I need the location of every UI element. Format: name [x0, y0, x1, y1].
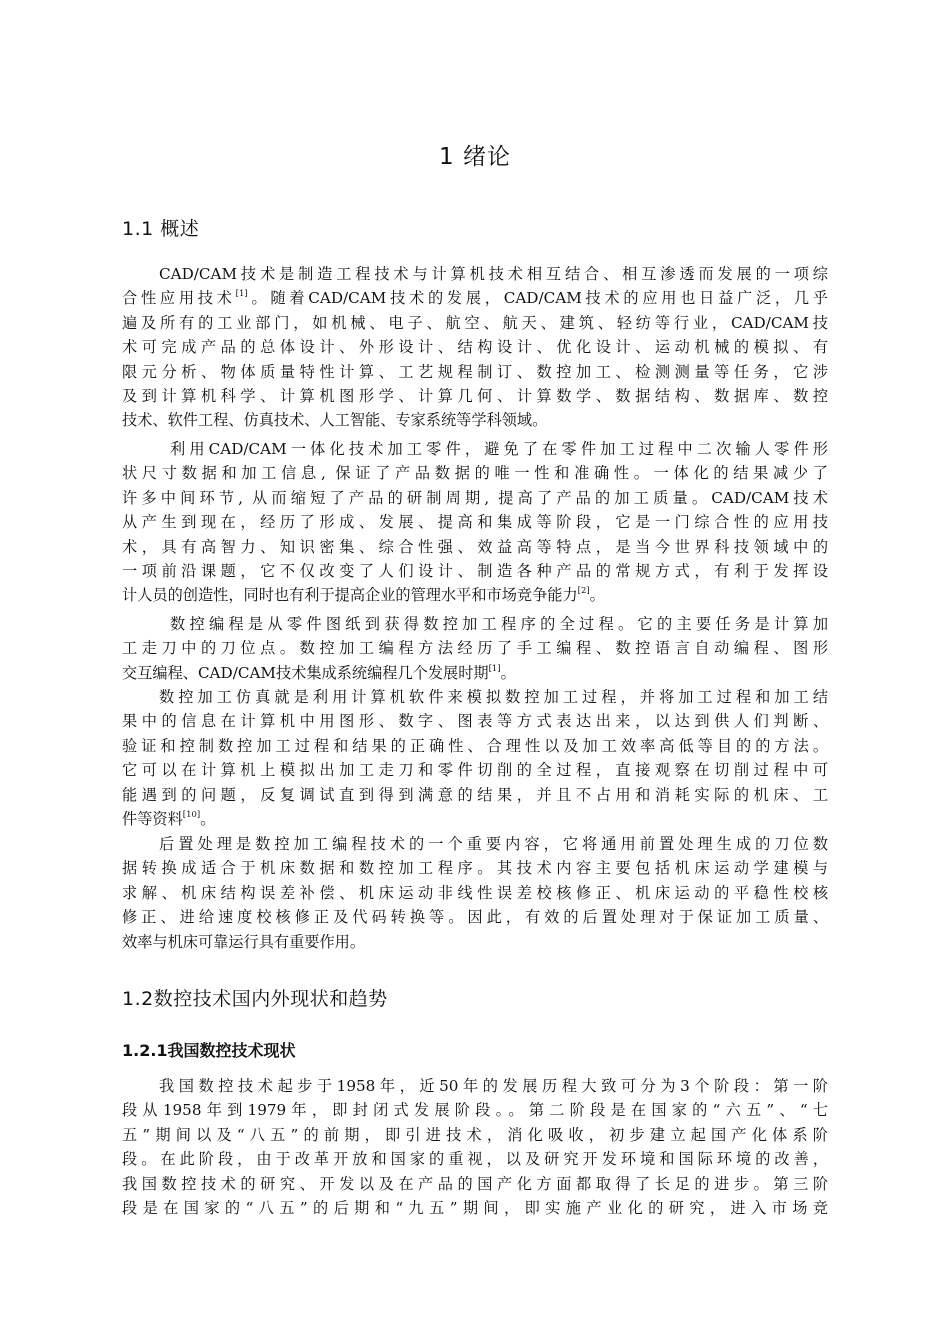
text-line: 求解、机床结构误差补偿、机床运动非线性误差校核修正、机床运动的平稳性校核 [122, 883, 828, 902]
text-line: 限元分析、物体质量特性计算、工艺规程制订、数控加工、检测测量等任务，它涉 [122, 362, 828, 381]
text-line: 状尺寸数据和加工信息, 保证了产品数据的唯一性和准确性。一体化的结果减少了 [122, 464, 828, 483]
text-line: 交互编程、CAD/CAM技术集成系统编程几个发展时期[1]。 [122, 663, 516, 682]
text-line: 我国数控技术的研究、开发以及在产品的国产化方面都取得了长足的进步。第三阶 [122, 1174, 828, 1193]
text-line: 遍及所有的工业部门，如机械、电子、航空、航天、建筑、轻纺等行业，CAD/CAM技 [122, 313, 828, 332]
text-line: 术，具有高智力、知识密集、综合性强、效益高等特点，是当今世界科技领域中的 [122, 537, 828, 556]
paragraph-overview-4 [122, 685, 828, 831]
text-line: 验证和控制数控加工过程和结果的正确性、合理性以及加工效率高低等目的的方法。 [122, 736, 828, 755]
text-line: 及到计算机科学、计算机图形学、计算几何、计算数学、数据结构、数据库、数控 [122, 387, 828, 406]
subsection-heading-1-2-1: 1.2.1我国数控技术现状 [122, 1041, 296, 1060]
text-line: 段从1958年到1979年，即封闭式发展阶段。。第二阶段是在国家的“六五”、“七 [122, 1101, 828, 1120]
citation: [10] [182, 810, 201, 821]
section-heading-1-1: 1.1 概述 [122, 218, 200, 240]
text-line: 许多中间环节, 从而缩短了产品的研制周期, 提高了产品的加工质量。CAD/CAM技术 [122, 488, 828, 507]
text-line: 五”期间以及“八五”的前期，即引进技术，消化吸收，初步建立起国产化体系阶 [122, 1125, 828, 1144]
text-line: 工走刀中的刀位点。数控加工编程方法经历了手工编程、数控语言自动编程、图形 [122, 639, 828, 658]
paragraph-overview-3 [122, 612, 828, 685]
text-line: 数控编程是从零件图纸到获得数控加工程序的全过程。它的主要任务是计算加 [170, 615, 828, 633]
paragraph-china-status [122, 1074, 828, 1220]
text-line: 件等资料[10]。 [122, 810, 216, 829]
text-line: 合性应用技术[1]。随着CAD/CAM技术的发展，CAD/CAM技术的应用也日益广泛，几乎 [122, 289, 828, 308]
text-line: 后置处理是数控加工编程技术的一个重要内容，它将通用前置处理生成的刀位数 [159, 835, 828, 853]
text-line: 段。在此阶段，由于改革开放和国家的重视，以及研究开发环境和国际环境的改善， [122, 1150, 828, 1169]
citation: [1] [488, 663, 501, 674]
text-line: 它可以在计算机上模拟出加工走刀和零件切削的全过程，直接观察在切削过程中可 [122, 761, 828, 780]
citation: [1] [235, 289, 248, 300]
text-line: 果中的信息在计算机中用图形、数字、图表等方式表达出来，以达到供人们判断、 [122, 712, 828, 731]
text-line: 我国数控技术起步于1958年，近50年的发展历程大致可分为3个阶段：第一阶 [159, 1077, 828, 1095]
citation: [2] [577, 586, 590, 597]
text-line: 数控加工仿真就是利用计算机软件来模拟数控加工过程，并将加工过程和加工结 [159, 688, 828, 706]
text-line: 据转换成适合于机床数据和数控加工程序。其技术内容主要包括机床运动学建模与 [122, 859, 828, 878]
paragraph-overview-2 [122, 437, 828, 608]
text-line: 技术、软件工程、仿真技术、人工智能、专家系统等学科领域。 [122, 411, 548, 430]
chapter-title: 1 绪论 [439, 144, 511, 170]
text-line: 能遇到的问题，反复调试直到得到满意的结果，并且不占用和消耗实际的机床、工 [122, 785, 828, 804]
paragraph-overview-1 [122, 262, 828, 433]
text-line: 计人员的创造性，同时也有利于提高企业的管理水平和市场竞争能力[2]。 [122, 586, 605, 605]
section-heading-1-2: 1.2数控技术国内外现状和趋势 [122, 988, 388, 1010]
paragraph-overview-5 [122, 832, 828, 954]
text-line: 一项前沿课题，它不仅改变了人们设计、制造各种产品的常规方式，有利于发挥设 [122, 562, 828, 581]
text-line: 利用CAD/CAM一体化技术加工零件，避免了在零件加工过程中二次输人零件形 [170, 440, 828, 458]
text-line: 修正、进给速度校核修正及代码转换等。因此，有效的后置处理对于保证加工质量、 [122, 908, 828, 927]
text-line: 从产生到现在，经历了形成、发展、提高和集成等阶段，它是一门综合性的应用技 [122, 513, 828, 532]
text-line: 术可完成产品的总体设计、外形设计、结构设计、优化设计、运动机械的模拟、有 [122, 338, 828, 357]
text-line: 效率与机床可靠运行具有重要作用。 [122, 932, 365, 951]
text-line: 段是在国家的“八五”的后期和“九五”期间，即实施产业化的研究，进入市场竞 [122, 1199, 828, 1218]
text-line: CAD/CAM技术是制造工程技术与计算机技术相互结合、相互渗透而发展的一项综 [159, 265, 828, 283]
